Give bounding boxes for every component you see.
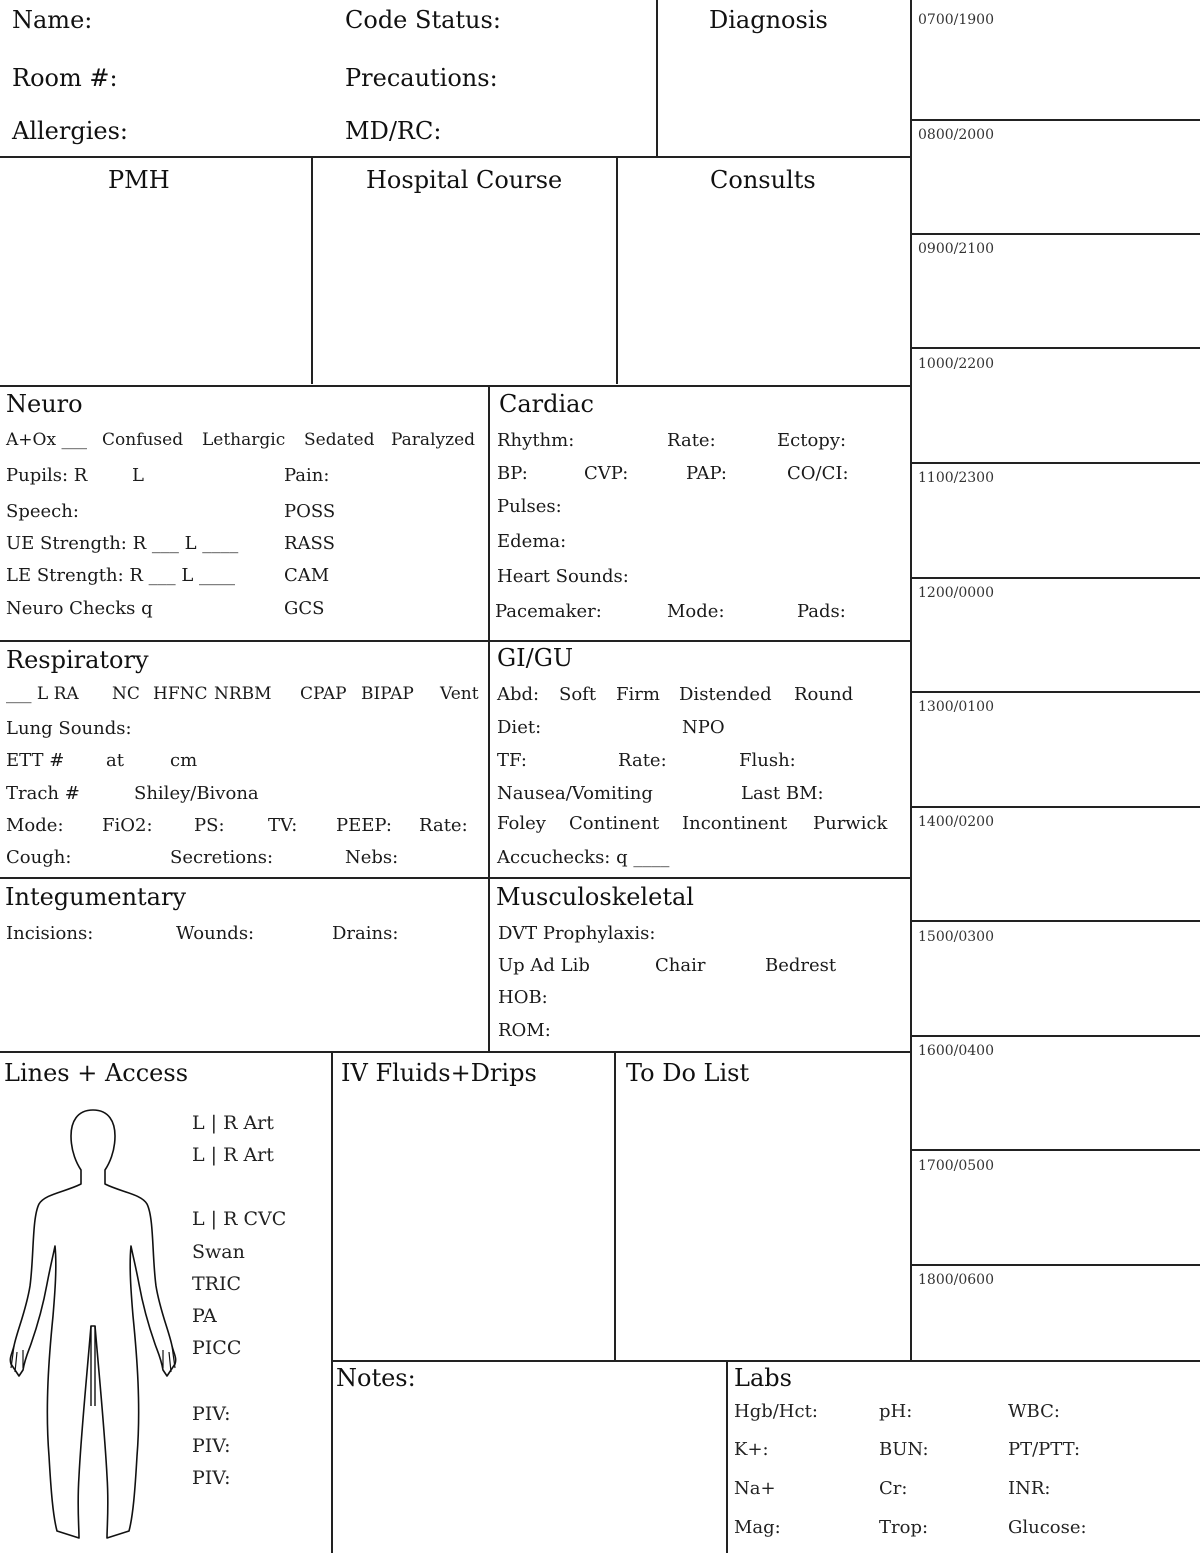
line-item: L | R Art	[192, 1112, 274, 1134]
divider	[616, 157, 618, 384]
lab-label: Hgb/Hct:	[734, 1401, 818, 1422]
divider	[911, 347, 1200, 349]
pmh-title: PMH	[108, 166, 170, 194]
line-item: PICC	[192, 1337, 242, 1359]
precautions-label: Precautions:	[345, 64, 498, 92]
integumentary-title: Integumentary	[5, 883, 187, 911]
lab-label: WBC:	[1008, 1401, 1060, 1422]
time-slot: 1200/0000	[918, 585, 994, 601]
consults-title: Consults	[710, 166, 816, 194]
time-slot: 1100/2300	[918, 470, 994, 486]
divider	[726, 1361, 728, 1553]
diagnosis-label: Diagnosis	[709, 6, 828, 34]
divider	[0, 156, 911, 158]
name-label: Name:	[12, 6, 93, 34]
cardiac-title: Cardiac	[499, 390, 594, 418]
divider	[911, 920, 1200, 922]
time-slot: 1000/2200	[918, 356, 994, 372]
divider	[488, 386, 490, 1053]
notes-title: Notes:	[336, 1364, 416, 1392]
divider	[911, 1149, 1200, 1151]
time-slot: 1800/0600	[918, 1272, 994, 1288]
respiratory-title: Respiratory	[6, 646, 149, 674]
line-item: PIV:	[192, 1435, 231, 1457]
line-item: Swan	[192, 1241, 245, 1263]
time-slot: 0700/1900	[918, 12, 994, 28]
divider	[311, 157, 313, 384]
divider	[0, 640, 911, 642]
lab-label: Trop:	[879, 1517, 929, 1538]
body-outline-icon	[5, 1106, 185, 1544]
lab-label: Glucose:	[1008, 1517, 1087, 1538]
time-slot: 1700/0500	[918, 1158, 994, 1174]
todo-title: To Do List	[626, 1059, 750, 1087]
lab-label: PT/PTT:	[1008, 1439, 1081, 1460]
lab-label: INR:	[1008, 1478, 1051, 1499]
divider	[911, 462, 1200, 464]
lab-label: Cr:	[879, 1478, 908, 1499]
lab-label: Na+	[734, 1478, 776, 1499]
room-label: Room #:	[12, 64, 118, 92]
time-slot: 0800/2000	[918, 127, 994, 143]
divider	[614, 1052, 616, 1361]
md-rc-label: MD/RC:	[345, 117, 442, 145]
time-slot: 1300/0100	[918, 699, 994, 715]
divider	[910, 0, 912, 1362]
hospital-course-title: Hospital Course	[366, 166, 563, 194]
divider	[911, 119, 1200, 121]
divider	[911, 1035, 1200, 1037]
divider	[0, 877, 911, 879]
lab-label: K+:	[734, 1439, 769, 1460]
divider	[911, 1264, 1200, 1266]
line-item: PIV:	[192, 1467, 231, 1489]
line-item: PA	[192, 1305, 217, 1327]
time-slot: 1400/0200	[918, 814, 994, 830]
lines-access-title: Lines + Access	[4, 1059, 189, 1087]
time-slot: 0900/2100	[918, 241, 994, 257]
line-item: L | R Art	[192, 1144, 274, 1166]
divider	[911, 577, 1200, 579]
divider	[911, 806, 1200, 808]
allergies-label: Allergies:	[12, 117, 129, 145]
divider	[0, 385, 911, 387]
line-item: TRIC	[192, 1273, 242, 1295]
divider	[0, 1051, 911, 1053]
iv-fluids-title: IV Fluids+Drips	[341, 1059, 537, 1087]
divider	[911, 233, 1200, 235]
gigu-title: GI/GU	[497, 644, 574, 672]
time-slot: 1600/0400	[918, 1043, 994, 1059]
neuro-title: Neuro	[6, 390, 83, 418]
labs-title: Labs	[734, 1364, 792, 1392]
time-slot: 1500/0300	[918, 929, 994, 945]
divider	[911, 691, 1200, 693]
lab-label: Mag:	[734, 1517, 781, 1538]
divider	[331, 1052, 333, 1553]
code-status-label: Code Status:	[345, 6, 501, 34]
divider	[331, 1360, 1200, 1362]
divider	[656, 0, 658, 157]
lab-label: BUN:	[879, 1439, 929, 1460]
line-item: PIV:	[192, 1403, 231, 1425]
musculoskeletal-title: Musculoskeletal	[496, 883, 694, 911]
lab-label: pH:	[879, 1401, 913, 1422]
line-item: L | R CVC	[192, 1208, 287, 1230]
